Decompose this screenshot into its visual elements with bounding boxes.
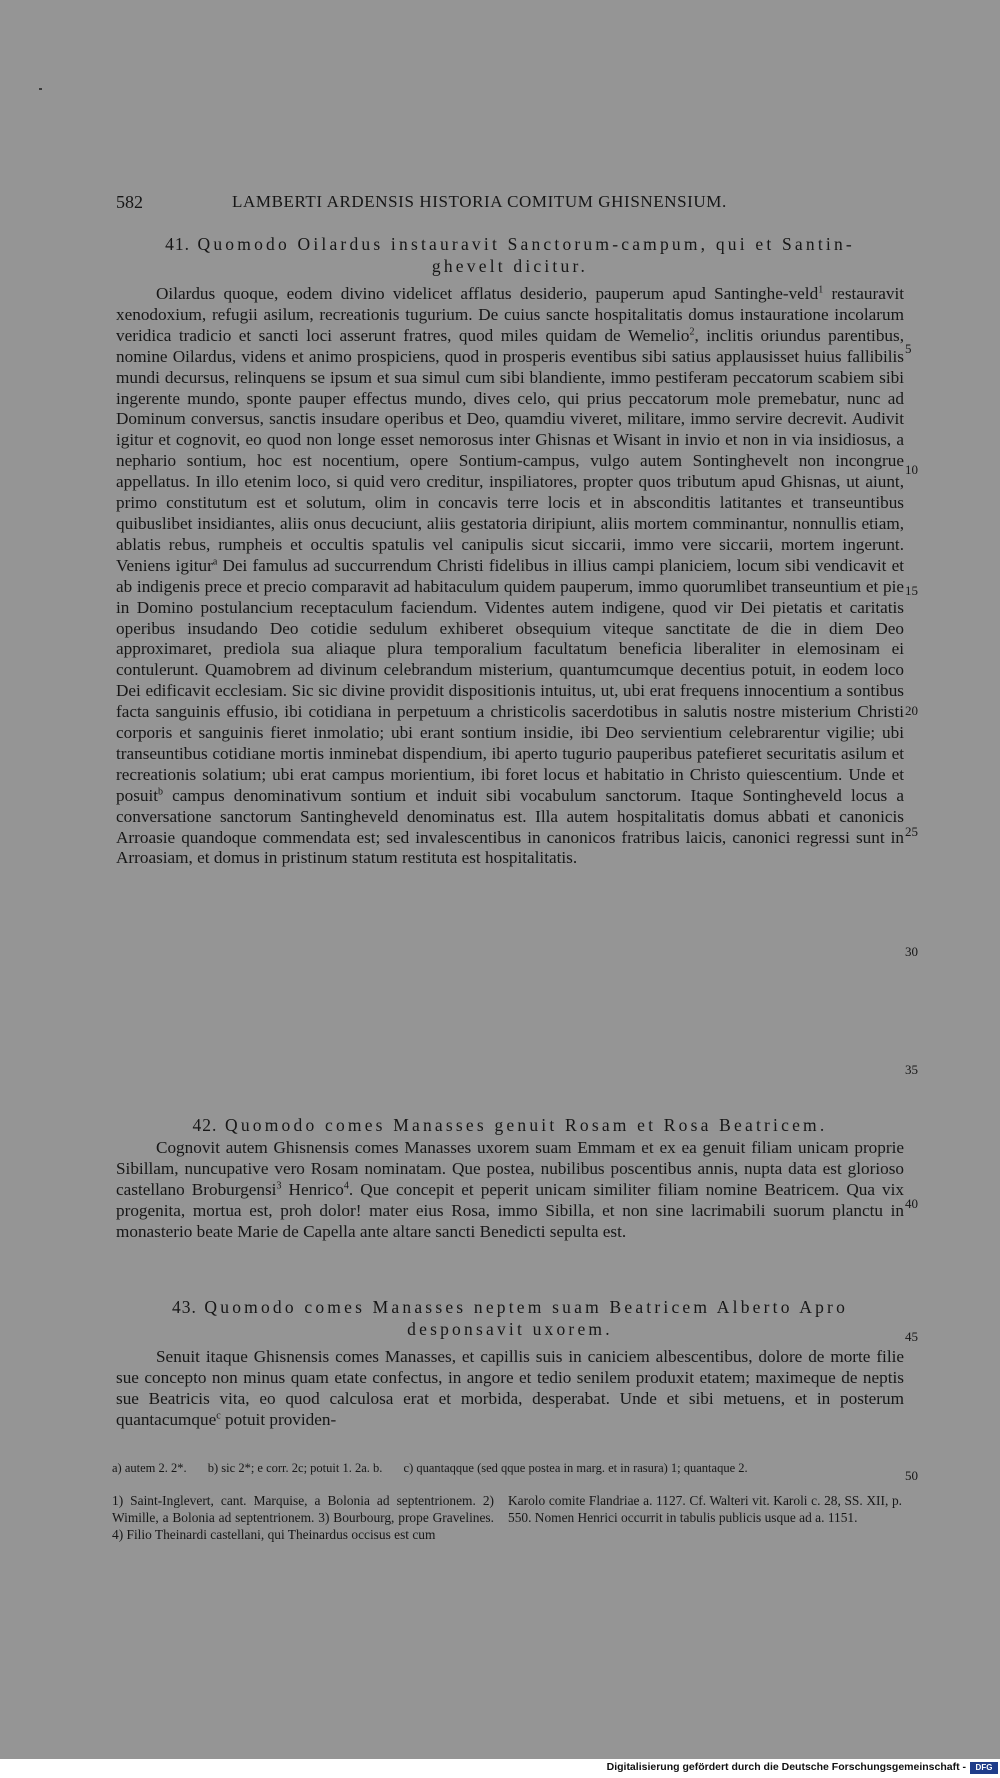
text-run: , inclitis oriundus parentibus, nomine Oilardus, videns et animo prospiciens, quod in prosperis eventibus sibi satius applausisset huius fallibilis mundi decursus, relinquens se ipsum et sua simul cum sibi blandiente, immo pestiferam peccatorum scabiem sibi ingerente mundo, sponte pauper effectus mundo, dives celo, qui prius peccatorum mole premebatur, nunc ad Dominum conversus, sanctis insudare operibus et Deo, quamdiu viveret, militare, immo servire decrevit. Audivit igitur et cognovit, eo quod non longe esset nemorosus inter Ghisnas et Wisant in invio et non in via insidiosus, a nephario sontium, hoc est nocentium, opere Sontium-campus, vulgo autem Sontinghevelt non incongrue appellatus. In illo etenim loco, si quid vero creditur, inspiliatores, propter quos tributum apud Ghisnas, ut aiunt, primo constitutum est et solutum, olim in concavis terre locis et in absconditis latitantes et transeuntibus quibuslibet insidiantes, aliis onus decuciunt, aliis gestatoria diripiunt, aliis mortem comminantur, nonnullis etiam, ablatis rebus, rumpheis et occultis spatulis vel canipulis sicut siccarii, immo vere siccarii, mortem ingerunt. Veniens igitur <box>116 325 905 575</box>
footnote-marker: 1 <box>818 284 824 296</box>
section-43-title-line2: desponsavit uxorem. <box>407 1319 613 1339</box>
page-header <box>116 192 786 216</box>
apparatus-note-c: c) quantaqque (sed qque postea in marg. et in rasura) 1; quantaque 2. <box>403 1461 748 1475</box>
section-41-number: 41. <box>165 234 190 254</box>
apparatus-note-a: a) autem 2. 2*. <box>112 1461 187 1475</box>
section-42-heading <box>116 1114 904 1136</box>
line-number: 30 <box>905 944 918 959</box>
dfg-logo: DFG <box>970 1762 998 1774</box>
line-number: 10 <box>905 462 918 477</box>
apparatus-note-b: b) sic 2*; e corr. 2c; potuit 1. 2a. b. <box>207 1461 383 1475</box>
section-41-title-line1: Quomodo Oilardus instauravit Sanctorum-campum, qui et Santin- <box>197 234 855 254</box>
apparatus-marker: a <box>212 556 218 568</box>
footnote-marker: 3 <box>276 1180 282 1192</box>
section-42-number: 42. <box>192 1115 218 1135</box>
page-number: 582 <box>116 192 143 212</box>
footnotes-column-right: Karolo comite Flandriae a. 1127. Cf. Walteri vit. Karoli c. 28, SS. XII, p. 550. Nomen Henrici occurrit in tabulis publicis usque ad a. 1151. <box>508 1493 902 1526</box>
footnote-marker: 4 <box>343 1180 349 1192</box>
text-run: potuit providen- <box>220 1409 337 1429</box>
line-number: 35 <box>905 1062 918 1077</box>
text-run: restauravit xenodoxium, refugii asilum, recreationis tugurium. De cuius sancte hospitalitatis domus instauratione incolarum veridica tradicio et sancti loci asserunt fratres, quod miles quidam de Wemelio <box>116 284 904 345</box>
text-run: Oilardus quoque, eodem divino videlicet afflatus desiderio, pauperum apud Santinghe-veld <box>156 284 819 303</box>
apparatus-marker: c <box>216 1409 221 1421</box>
section-43-heading <box>116 1296 904 1340</box>
section-43-number: 43. <box>171 1297 197 1317</box>
footnote-marker: 2 <box>689 326 695 338</box>
running-title: LAMBERTI ARDENSIS HISTORIA COMITUM GHISNENSIUM. <box>232 192 727 211</box>
section-42-title: Quomodo comes Manasses genuit Rosam et Rosa Beatricem. <box>225 1115 828 1135</box>
line-number: 20 <box>905 703 918 718</box>
digitization-bar <box>0 1759 1000 1778</box>
section-41-title-line2: ghevelt dicitur. <box>431 256 589 276</box>
apparatus-marker: b <box>158 786 164 798</box>
text-run: . Que concepit et peperit unicam similiter filiam nomine Beatricem. Qua vix progenita, mortua est, proh dolor! mater eius Rosa, immo Sibilla, et non sine lacrimabili suorum planctu in monasterio beate Marie de Capella ante altare sancti Benedicti sepulta est. <box>116 1179 905 1241</box>
section-43-body <box>116 1347 904 1431</box>
line-number: 50 <box>905 1468 918 1483</box>
text-run: Cognovit autem Ghisnensis comes Manasses uxorem suam Emmam et ex ea genuit filiam unicam proprie Sibillam, nuncupative vero Rosam nominatam. Que postea, nubilibus poscentibus annis, nupta data est glorioso castellano Broburgensi <box>116 1138 904 1199</box>
section-41-heading <box>116 233 904 277</box>
line-number: 40 <box>905 1196 918 1211</box>
line-number: 15 <box>905 583 918 598</box>
text-run: Henrico <box>281 1179 344 1199</box>
section-41-body <box>116 284 904 869</box>
critical-apparatus <box>112 1461 912 1476</box>
section-43-title-line1: Quomodo comes Manasses neptem suam Beatricem Alberto Apro <box>204 1297 849 1317</box>
line-number: 5 <box>905 341 912 356</box>
footnotes-column-left: 1) Saint-Inglevert, cant. Marquise, a Bolonia ad septentrionem. 2) Wimille, a Bolonia ad septentrionem. 3) Bourbourg, prope Gravelines. 4) Filio Theinardi castellani, qui Theinardus occisus est cum <box>112 1493 494 1543</box>
line-number: 25 <box>905 824 918 839</box>
digitization-credit: Digitalisierung gefördert durch die Deutsche Forschungsgemeinschaft - <box>606 1761 966 1773</box>
text-run: campus denominativum sontium et induit sibi vocabulum sanctorum. Itaque Sontingheveld locus a conversatione sanctorum Santingheveld denominatus est. Illa autem hospitalitatis domus abbati et canonicis Arroasie quandoque commendata est; sed invalescentibus in canonicos fratribus laicis, canonici regressi sunt in Arroasiam, et domus in pristinum statum restituta est hospitalitatis. <box>116 785 904 868</box>
line-number: 45 <box>905 1329 918 1344</box>
scan-speck <box>39 88 42 90</box>
section-42-body <box>116 1138 904 1243</box>
text-run: Senuit itaque Ghisnensis comes Manasses, et capillis suis in caniciem albescentibus, dolore de morte filie sue concepto non minus quam etate confectus, in angore et tedio senilem produxit etatem; maximeque de neptis sue Beatricis vita, eo quod calculosa erat et morbida, desperabat. Unde et sibi metuens, et in posterum quantacumque <box>116 1347 904 1429</box>
text-run: Dei famulus ad succurrendum Christi fidelibus in illius campi planiciem, locum sibi vendicavit et ab indigenis prece et precio comparavit ad habitaculum quidem pauperum, immo quorumlibet transeuntium et pie in Domino postulancium receptaculum faciendum. Videntes autem indigene, quod vir Dei pietatis et caritatis operibus insudando Deo cotidie sedulum exhiberet obsequium viteque sanctitate de die in diem Deo approximaret, prediola sua aliaque plura temporalium facultatum beneficia liberaliter in elemosinam ei contulerunt. Quamobrem ad divinum celebrandum misterium, quantumcumque decentius potuit, in eodem loco Dei edificavit ecclesiam. Sic sic divine providit dispositionis intuitus, ut, ubi erat frequens innocentium a sontibus facta sanguinis effusio, ibi cotidiana in perpetuum a christicolis sacerdotibus in salutis nostre misterium Christi corporis et sanguinis fieret inmolatio; ubi erant sontium insidie, ibi Deo servientium celebrarentur vigilie; ubi transeuntibus cotidiane mortis inminebat dispendium, ibi aperto tugurio pauperibus patefieret securitatis asilum et recreationis solatium; ubi erat campus morientium, ibi foret locus et habitatio in Christo quiescentium. Unde et posuit <box>116 555 904 805</box>
